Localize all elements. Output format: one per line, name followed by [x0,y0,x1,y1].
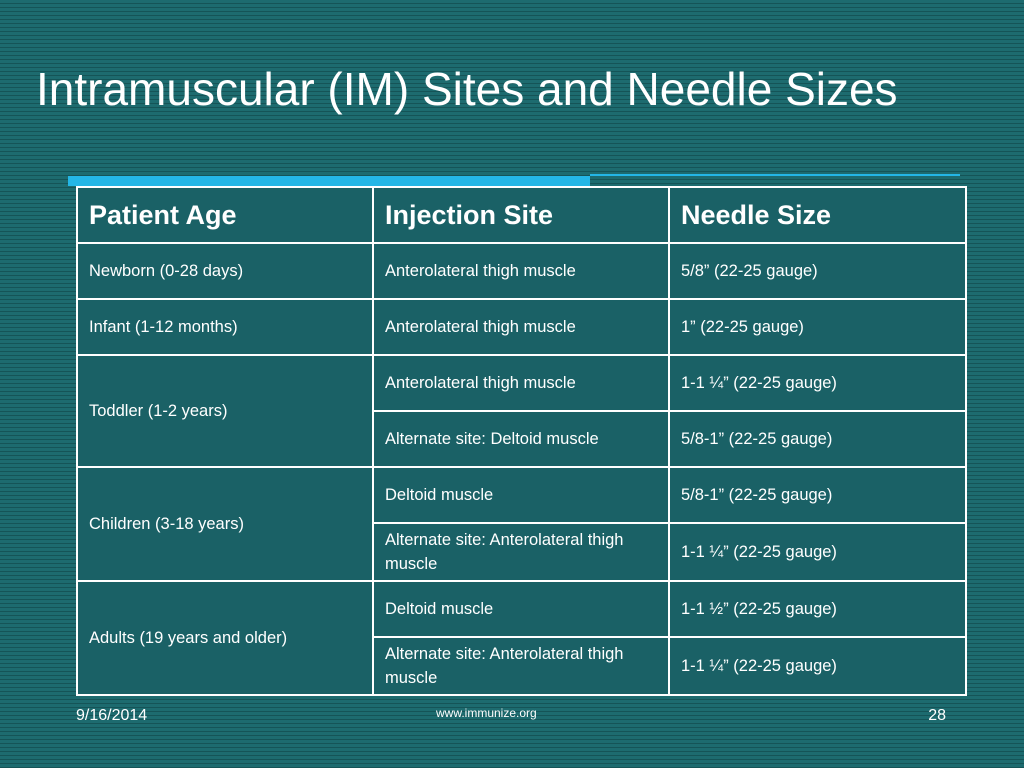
injection-site-cell: Anterolateral thigh muscle [373,355,669,411]
patient-age-cell: Newborn (0-28 days) [77,243,373,299]
patient-age-cell: Infant (1-12 months) [77,299,373,355]
injection-site-cell: Anterolateral thigh muscle [373,243,669,299]
table-row [77,581,966,637]
injection-site-cell: Alternate site: Anterolateral thigh muscle [373,637,669,695]
header-needle-size: Needle Size [669,187,966,243]
needle-size-cell: 5/8” (22-25 gauge) [669,243,966,299]
needle-size-cell: 1-1 ¼” (22-25 gauge) [669,355,966,411]
header-patient-age: Patient Age [77,187,373,243]
footer-date: 9/16/2014 [76,707,148,724]
patient-age-cell: Children (3-18 years) [77,467,373,581]
patient-age-cell: Adults (19 years and older) [77,581,373,695]
footer-website: www.immunize.org [436,706,537,720]
table-row [77,355,966,411]
injection-site-cell: Deltoid muscle [373,581,669,637]
needle-size-cell: 1-1 ½” (22-25 gauge) [669,581,966,637]
table-header-row [77,187,966,243]
table-row [77,299,966,355]
needle-size-cell: 5/8-1” (22-25 gauge) [669,411,966,467]
footer-page-number: 28 [928,707,946,724]
slide-title: Intramuscular (IM) Sites and Needle Sizes [36,63,898,115]
injection-site-cell: Anterolateral thigh muscle [373,299,669,355]
injection-site-cell: Deltoid muscle [373,467,669,523]
needle-size-cell: 5/8-1” (22-25 gauge) [669,467,966,523]
injection-site-cell: Alternate site: Deltoid muscle [373,411,669,467]
title-accent-line [590,174,960,176]
needle-size-table [76,186,967,696]
title-accent-bar [68,176,590,186]
table-row [77,467,966,523]
table-row [77,243,966,299]
needle-size-cell: 1-1 ¼” (22-25 gauge) [669,523,966,581]
injection-site-cell: Alternate site: Anterolateral thigh muscle [373,523,669,581]
needle-size-cell: 1” (22-25 gauge) [669,299,966,355]
patient-age-cell: Toddler (1-2 years) [77,355,373,467]
header-injection-site: Injection Site [373,187,669,243]
needle-size-cell: 1-1 ¼” (22-25 gauge) [669,637,966,695]
